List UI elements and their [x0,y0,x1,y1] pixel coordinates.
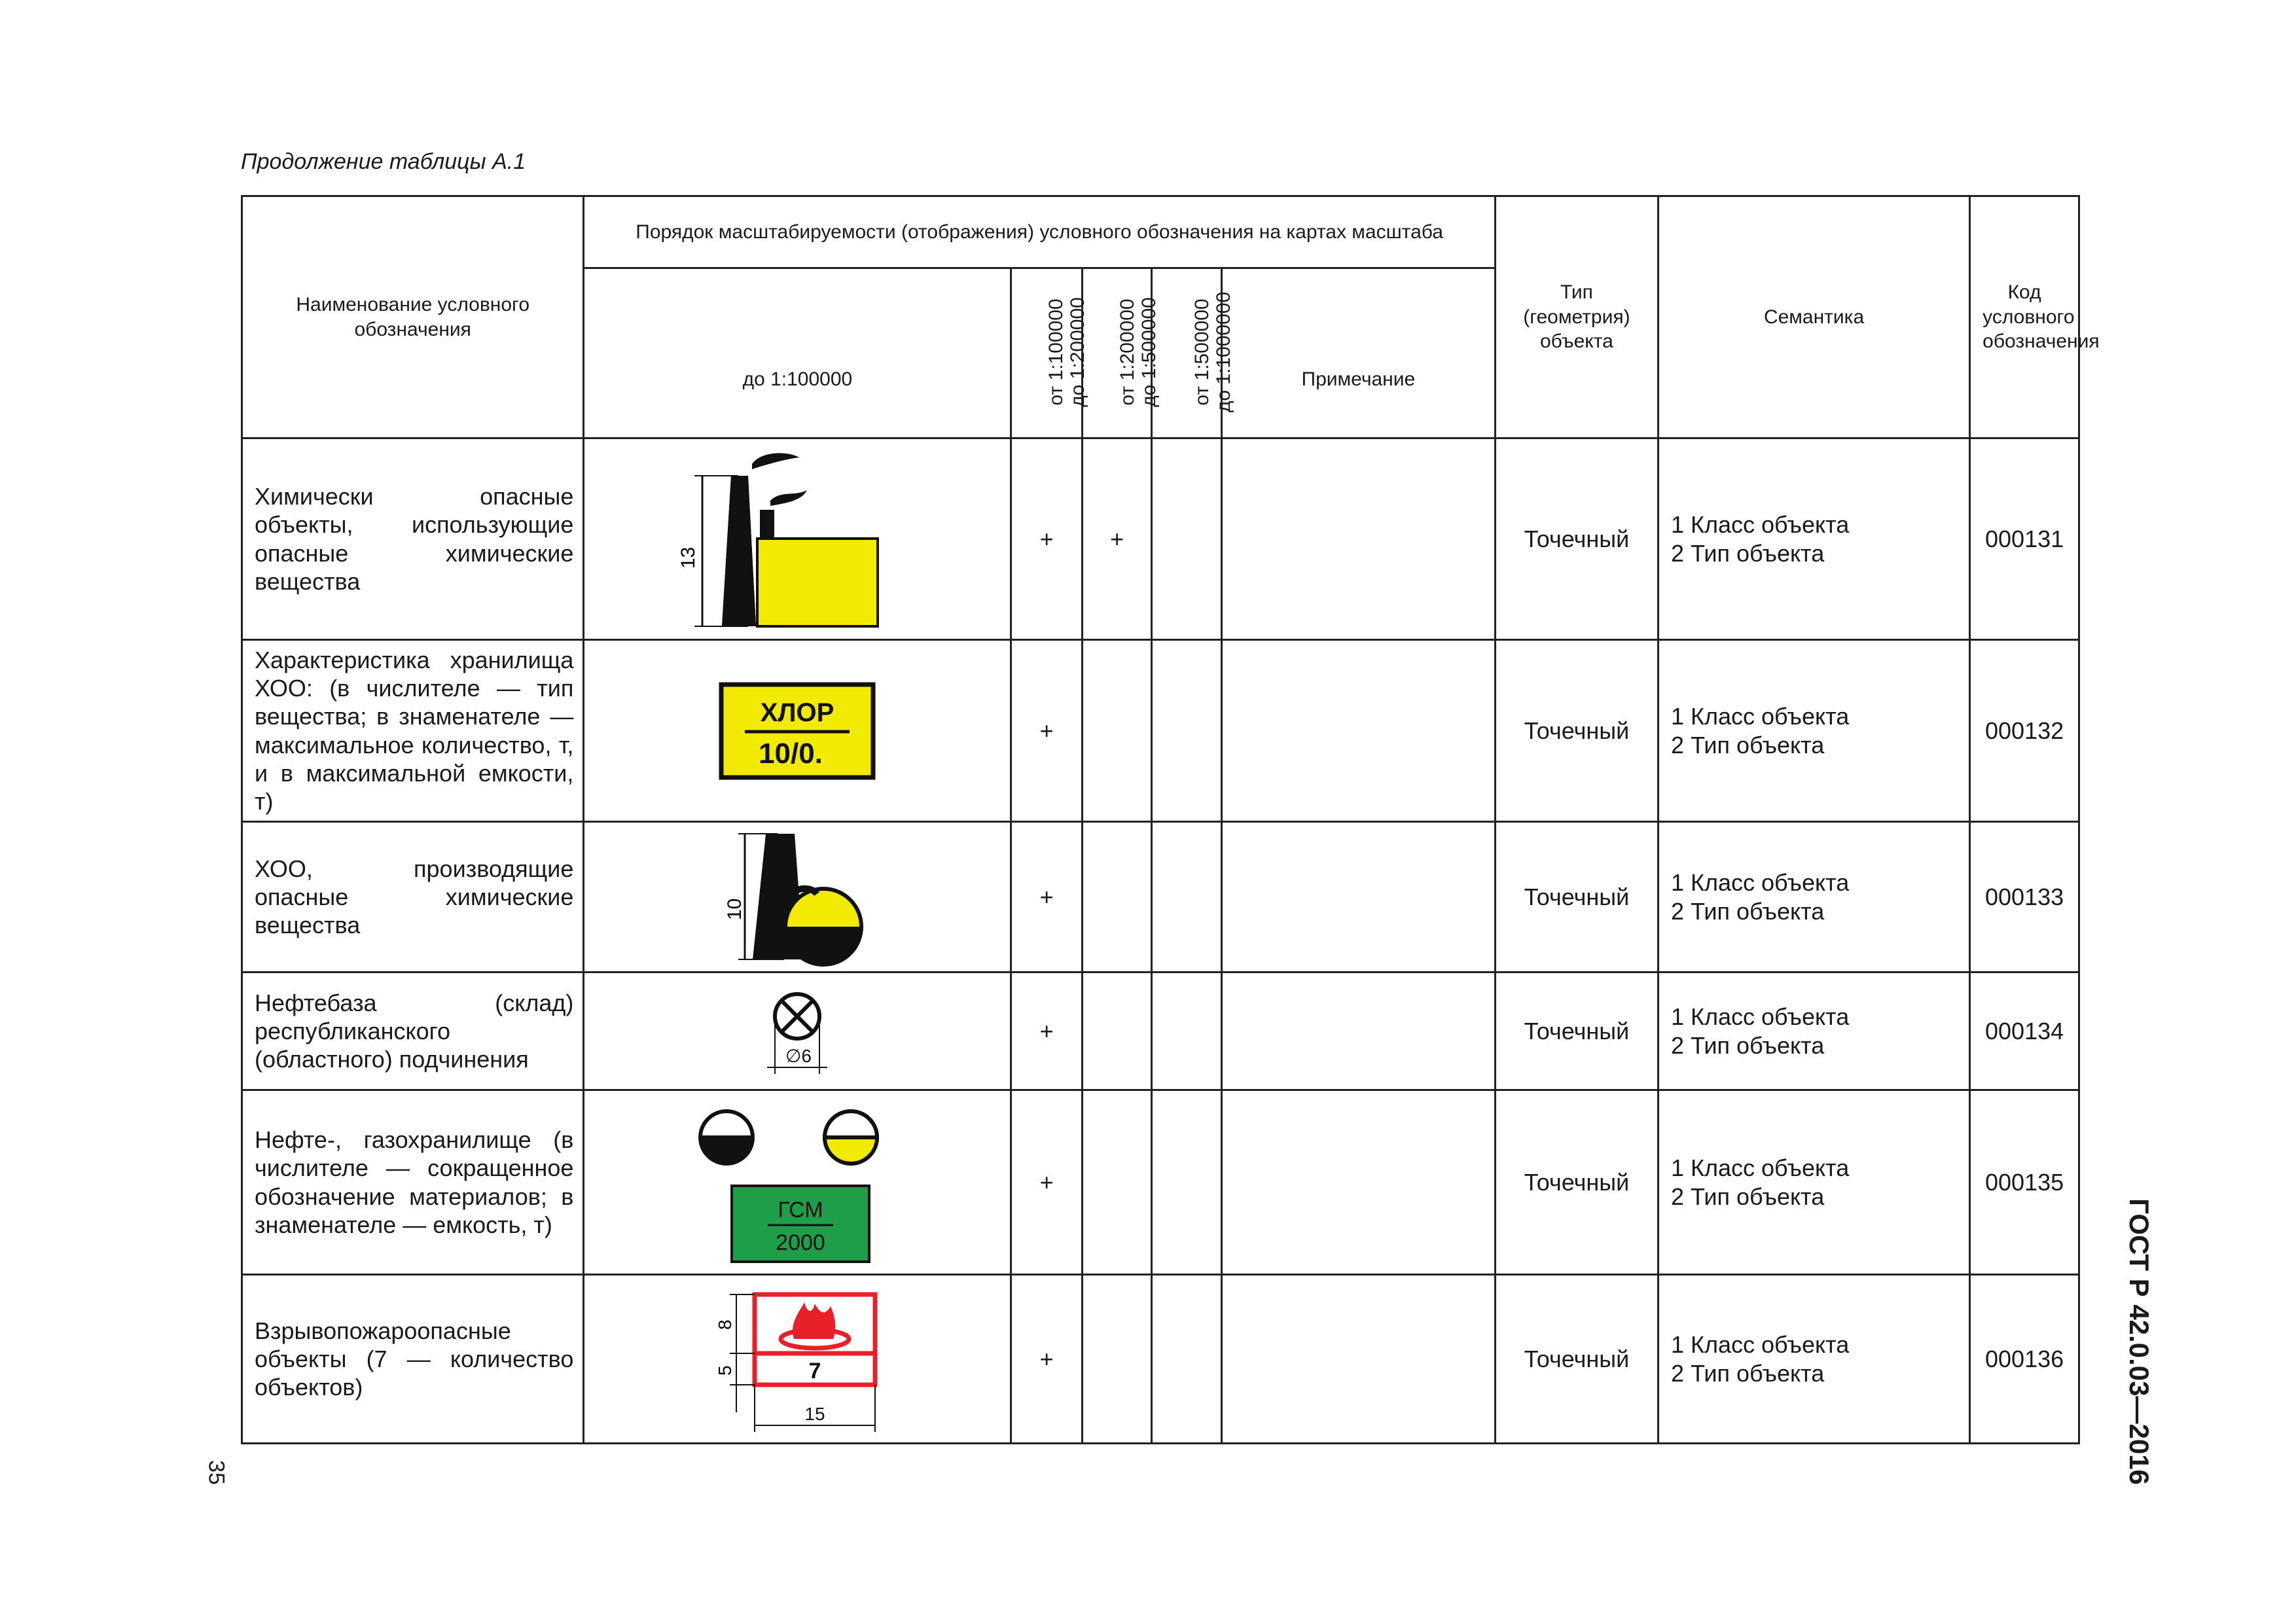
scale-3-mark [1082,640,1151,822]
scale-4-mark [1152,1090,1221,1275]
scale-4-mark [1152,972,1221,1090]
svg-text:10: 10 [724,898,746,920]
row-semantics: 1 Класс объекта 2 Тип объекта [1658,438,1969,640]
row-note [1221,972,1495,1090]
scale-2-mark: + [1011,1275,1083,1444]
row-note [1221,1275,1495,1444]
gost-label: ГОСТ Р 42.0.03—2016 [2124,1198,2155,1485]
fire-hazard-icon [584,1275,1011,1444]
scale-2-mark: + [1011,438,1083,640]
svg-text:∅6: ∅6 [785,1045,812,1066]
row-name: Нефте-, газохранилище (в числителе — сокращенное обозначение материалов; в знаменателе — емкость, т) [242,1090,584,1275]
row-type: Точечный [1495,1090,1658,1275]
row-code: 000131 [1970,438,2079,640]
row-code: 000132 [1970,640,2079,822]
svg-text:2000: 2000 [776,1230,826,1255]
row-note [1221,438,1495,640]
scale-2-mark: + [1011,972,1083,1090]
chemical-producer-icon [584,822,1011,972]
chemical-plant-icon [584,438,1011,640]
row-type: Точечный [1495,438,1658,640]
scale-2-mark: + [1011,822,1083,972]
svg-text:7: 7 [808,1358,821,1383]
scale-4-mark [1152,822,1221,972]
scale-4-mark [1152,640,1221,822]
svg-text:15: 15 [804,1403,825,1424]
symbols-table [241,195,2100,1444]
scale-3-mark [1082,1275,1151,1444]
row-code: 000135 [1970,1090,2079,1275]
svg-text:5: 5 [715,1364,736,1376]
row-type: Точечный [1495,972,1658,1090]
scale-4-mark [1152,1275,1221,1444]
svg-text:13: 13 [677,546,700,569]
table-row [242,822,2079,972]
row-semantics: 1 Класс объекта 2 Тип объекта [1658,1090,1969,1275]
header-scale-4: от 1:500000 до 1:1000000 [1152,268,1221,438]
row-type: Точечный [1495,640,1658,822]
row-note [1221,822,1495,972]
oil-gas-storage-icon [584,1090,1011,1275]
header-scale-1: до 1:100000 [584,268,1011,438]
table-row [242,640,2079,822]
scale-3-mark [1082,822,1151,972]
scale-4-mark [1152,438,1221,640]
table-row [242,438,2079,640]
row-note [1221,640,1495,822]
row-semantics: 1 Класс объекта 2 Тип объекта [1658,972,1969,1090]
header-scale-group: Порядок масштабируемости (отображения) условного обозначения на картах масштаба [584,196,1495,268]
row-semantics: 1 Класс объекта 2 Тип объекта [1658,822,1969,972]
row-name: Нефтебаза (склад) республиканского (областного) подчинения [242,972,584,1090]
scale-2-mark: + [1011,640,1083,822]
row-type: Точечный [1495,1275,1658,1444]
row-code: 000136 [1970,1275,2079,1444]
scale-2-mark: + [1011,1090,1083,1275]
header-type: Тип (геометрия) объекта [1495,196,1658,438]
table-row [242,1275,2079,1444]
svg-text:ГСМ: ГСМ [778,1197,824,1222]
oil-depot-icon [584,972,1011,1090]
scale-3-mark: + [1082,438,1151,640]
row-name: ХОО, производящие опасные химические вещества [242,822,584,972]
row-semantics: 1 Класс объекта 2 Тип объекта [1658,1275,1969,1444]
header-note: Примечание [1221,268,1495,438]
table-row [242,972,2079,1090]
row-type: Точечный [1495,822,1658,972]
row-code: 000133 [1970,822,2079,972]
page-number: 35 [204,1460,229,1485]
table-caption: Продолжение таблицы А.1 [241,149,526,174]
svg-text:10/0.: 10/0. [759,737,823,770]
svg-text:8: 8 [715,1319,736,1330]
svg-text:ХЛОР: ХЛОР [761,698,834,727]
scale-3-mark [1082,972,1151,1090]
row-name: Химически опасные объекты, использующие опасные химические вещества [242,438,584,640]
row-name: Характеристика хранилища ХОО: (в числителе — тип вещества; в знаменателе — максимальное количество, т, и в максимальной емкости, т) [242,640,584,822]
scale-3-mark [1082,1090,1151,1275]
row-name: Взрывопожароопасные объекты (7 — количество объектов) [242,1275,584,1444]
header-code: Код условного обозначения [1970,196,2079,438]
header-scale-3: от 1:200000 до 1:500000 [1082,268,1151,438]
storage-sign-icon [584,640,1011,822]
row-code: 000134 [1970,972,2079,1090]
header-name: Наименование условного обозначения [242,196,584,438]
table-row [242,1090,2079,1275]
header-scale-2: от 1:100000 до 1:200000 [1011,268,1083,438]
header-semantics: Семантика [1658,196,1969,438]
row-semantics: 1 Класс объекта 2 Тип объекта [1658,640,1969,822]
row-note [1221,1090,1495,1275]
